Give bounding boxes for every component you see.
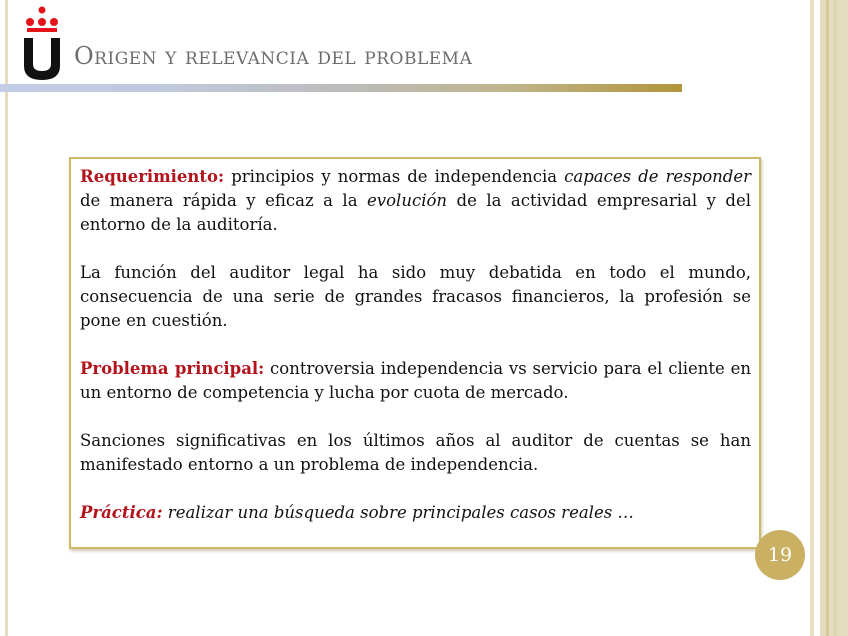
paragraph-problema-principal: Problema principal: controversia independencia vs servicio para el cliente en un entorno de competencia y lucha por cuota de mercado.	[80, 359, 751, 402]
university-logo-icon	[22, 4, 62, 80]
paragraph-requerimiento: Requerimiento: principios y normas de independencia capaces de responder de manera rápida y eficaz a la evolución de la actividad empresarial y del entorno de la auditoría.	[80, 167, 752, 234]
paragraph-practica: Práctica: realizar una búsqueda sobre principales casos reales …	[80, 503, 634, 522]
slide-title: Origen y relevancia del problema	[74, 42, 473, 70]
paragraph-sanciones: Sanciones significativas en los últimos años al auditor de cuentas se han manifestado entorno a un problema de independencia.	[80, 431, 751, 474]
content-box	[69, 157, 761, 549]
lead-practica: Práctica:	[80, 503, 163, 522]
page-number-badge: 19	[755, 530, 805, 580]
right-border-dark-stripe	[826, 0, 829, 636]
title-underline-gradient-bar	[0, 84, 682, 92]
lead-problema-principal: Problema principal:	[80, 359, 265, 378]
left-border-stripe	[5, 0, 8, 636]
paragraph-funcion-auditor: La función del auditor legal ha sido muy debatida en todo el mundo, consecuencia de una serie de grandes fracasos financieros, la profesión se pone en cuestión.	[80, 263, 751, 330]
lead-requerimiento: Requerimiento:	[80, 167, 225, 186]
right-thin-stripe	[810, 0, 814, 636]
right-border-mid-stripe	[834, 0, 836, 636]
